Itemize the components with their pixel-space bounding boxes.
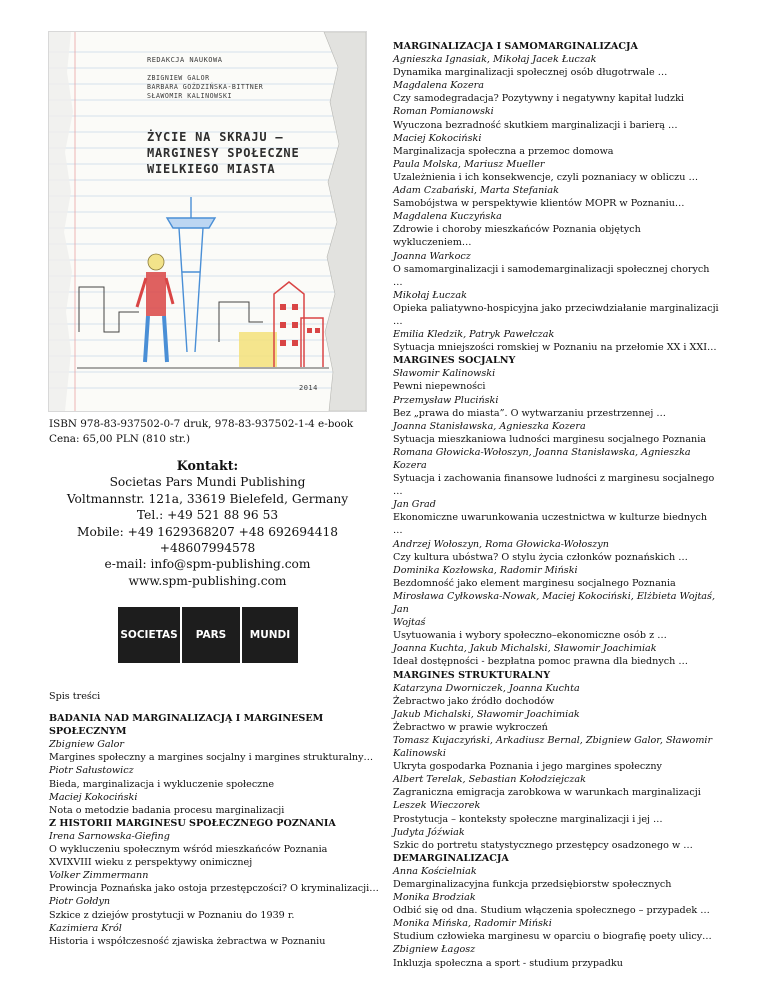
toc-entry: Prostytucja – konteksty społeczne marginalizacji i jej … [393,813,663,825]
isbn: ISBN 978-83-937502-0-7 druk, 978-83-937502-1-4 e-book [49,418,354,430]
logo-word: PARS [182,607,240,663]
toc-entry: Historia i współczesność zjawiska żebractwa w Poznaniu [49,935,326,947]
toc-entry: Bieda, marginalizacja i wykluczenie społeczne [49,778,275,790]
toc-author: Anna Kościelniak [393,865,477,877]
toc-entry: Szkice z dziejów prostytucji w Poznaniu do 1939 r. [49,909,295,921]
toc-entry: Ekonomiczne uwarunkowania uczestnictwa w kulturze biednych [393,512,708,524]
cover-title-line: ŻYCIE NA SKRAJU – [147,130,284,144]
toc-entry: Sytuacja mieszkaniowa ludności marginesu socjalnego Poznania [393,433,707,445]
toc-author: Monika Mińska, Radomir Miński [393,918,552,930]
toc-heading: Spis treści [49,691,101,702]
toc-entry: Usytuowania i wybory społeczno–ekonomiczne osób z … [393,630,667,642]
toc-author: Katarzyna Dworniczek, Joanna Kuchta [393,682,580,694]
toc-author: Piotr Sałustowicz [49,765,134,777]
toc-author: Andrzej Wołoszyn, Roma Głowicka-Wołoszyn [393,538,609,550]
toc-entry: O samomarginalizacji i samodemarginalizacji społecznej chorych [393,263,710,275]
publisher-phone: Tel.: +49 521 88 96 53 [136,508,279,523]
toc-author: Magdalena Kuczyńska [393,211,502,223]
toc-author: Emilia Kledzik, Patryk Pawełczak [393,329,555,341]
toc-author: Mikołaj Łuczak [393,289,467,301]
toc-entry: Sytuacja i zachowania finansowe ludności z marginesu socjalnego [393,473,715,485]
publisher-name: Societas Pars Mundi Publishing [109,475,306,490]
toc-author: Maciej Kokociński [393,132,482,144]
toc-entry: Nota o metodzie badania procesu marginalizacji [49,804,285,816]
toc-author: Kazimiera Król [49,922,122,934]
toc-entry: Czy kultura ubóstwa? O stylu życia członków poznańskich … [393,551,688,563]
cover-title-line: WIELKIEGO MIASTA [147,162,276,176]
toc-entry: Bezdomność jako element marginesu socjalnego Poznania [393,577,676,589]
toc-entry: Żebractwo w prawie wykroczeń [393,721,548,733]
toc-author: Kalinowski [393,748,446,760]
toc-entry: … [393,525,403,537]
price: Cena: 65,00 PLN (810 str.) [49,433,191,445]
toc-author: Piotr Gołdyn [49,896,111,908]
logo-word: MUNDI [242,607,298,663]
contact-heading: Kontakt: [176,458,239,473]
toc-author: Irena Sarnowska-Giefing [49,830,170,842]
toc-entry: Pewni niepewności [393,381,486,393]
cover-author: BARBARA GOŹDZIŃSKA-BITTNER [147,83,264,91]
cover-author: SŁAWOMIR KALINOWSKI [147,92,232,100]
toc-entry: Demarginalizacyjna funkcja przedsiębiorstw społecznych [393,879,672,890]
toc-right-column [393,40,738,970]
toc-entry: Margines społeczny a margines socjalny i margines strukturalny… [49,752,374,764]
toc-author: Dominika Kozłowska, Radomir Miński [393,564,578,576]
toc-author: Mirosława Cyłkowska-Nowak, Maciej Kokociński, Elżbieta Wojtaś, [393,590,716,602]
toc-section: DEMARGINALIZACJA [393,852,509,864]
cover-title-line: MARGINESY SPOŁECZNE [147,146,300,160]
toc-author: Joanna Kuchta, Jakub Michalski, Sławomir Joachimiak [393,643,657,655]
toc-entry: Żebractwo jako źródło dochodów [393,695,555,707]
cover-year: 2014 [299,384,318,392]
toc-author: Volker Zimmermann [49,870,149,882]
toc-entry: Czy samodegradacja? Pozytywny i negatywny kapitał ludzki [393,93,684,105]
logo-word: SOCIETAS [118,607,180,663]
toc-author: Agnieszka Ignasiak, Mikołaj Jacek Łuczak [393,54,597,66]
toc-author: Przemysław Pluciński [393,394,499,406]
toc-left-column [49,690,379,948]
toc-entry: Prowincja Poznańska jako ostoja przestępczości? O kryminalizacji… [49,883,379,895]
toc-author: Sławomir Kalinowski [393,368,496,380]
toc-entry: Dynamika marginalizacji społecznej osób długotrwale … [393,67,668,79]
toc-author: Albert Terelak, Sebastian Kołodziejczak [393,774,586,786]
publisher-email[interactable]: e-mail: info@spm-publishing.com [104,557,311,572]
toc-entry: Opieka paliatywno-hospicyjna jako przeciwdziałanie marginalizacji [393,302,719,314]
toc-author: Joanna Stanisławska, Agnieszka Kozera [393,420,586,432]
toc-author: Joanna Warkocz [393,250,471,262]
toc-entry: … [393,315,403,327]
toc-author: Roman Pomianowski [393,106,494,118]
toc-author: Zbigniew Galor [49,739,125,751]
publisher-address: Voltmannstr. 121a, 33619 Bielefeld, Germany [66,491,349,506]
toc-author: Tomasz Kujaczyński, Arkadiusz Bernal, Zbigniew Galor, Sławomir [393,734,713,746]
publisher-website[interactable]: www.spm-publishing.com [128,573,287,588]
toc-entry: Bez „prawa do miasta”. O wytwarzaniu przestrzennej … [393,407,666,419]
toc-section: MARGINALIZACJA I SAMOMARGINALIZACJA [393,41,638,52]
toc-entry: Studium człowieka marginesu w oparciu o biografię poety ulicy… [393,931,712,943]
cover-editors-label: REDAKCJA NAUKOWA [147,56,223,64]
contact-block [49,458,366,589]
toc-author: Kozera [393,460,427,471]
toc-author: Romana Głowicka-Wołoszyn, Joanna Stanisławska, Agnieszka [393,446,691,458]
toc-section: BADANIA NAD MARGINALIZACJĄ I MARGINESEM SPOŁECZNYM [49,713,324,738]
isbn-block [49,417,353,447]
toc-entry: Marginalizacja społeczna a przemoc domowa [393,145,614,157]
toc-entry: Szkic do portretu statystycznego przestępcy osadzonego w … [393,839,693,851]
publisher-mobile-2: +48607994578 [159,541,256,556]
toc-section: MARGINES STRUKTURALNY [393,669,551,681]
toc-entry: … [393,486,403,498]
toc-section: Z HISTORII MARGINESU SPOŁECZNEGO POZNANIA [49,817,336,829]
toc-entry: Zagraniczna emigracja zarobkowa w warunkach marginalizacji [393,787,701,799]
toc-author: Paula Molska, Mariusz Mueller [393,158,545,170]
toc-entry: Odbić się od dna. Studium włączenia społecznego – przypadek … [393,905,710,917]
toc-author: Jan Grad [393,499,436,511]
toc-entry: Ukryta gospodarka Poznania i jego margines społeczny [393,761,662,773]
book-cover [49,32,366,411]
toc-author: Jan [393,604,409,616]
toc-author: Judyta Jóźwiak [393,826,465,838]
toc-author: Wojtaś [393,617,426,629]
toc-entry: Inkluzja społeczna a sport - studium przypadku [393,957,623,969]
toc-entry: Samobójstwa w perspektywie klientów MOPR w Poznaniu… [393,198,685,210]
toc-author: Maciej Kokociński [49,791,138,803]
publisher-mobile: Mobile: +49 1629368207 +48 692694418 [77,524,338,539]
toc-author: Monika Brodziak [393,892,476,904]
toc-entry: Ideał dostępności - bezpłatna pomoc prawna dla biednych … [393,656,688,668]
toc-entry: Uzależnienia i ich konsekwencje, czyli poznaniacy w obliczu … [393,171,699,183]
toc-entry: XVIXVIII wieku z perspektywy onimicznej [49,857,253,869]
toc-author: Adam Czabański, Marta Stefaniak [393,185,559,197]
toc-author: Jakub Michalski, Sławomir Joachimiak [393,708,580,720]
toc-section: MARGINES SOCJALNY [393,355,516,367]
toc-entry: Zdrowie i choroby mieszkańców Poznania objętych [393,224,641,236]
toc-author: Zbigniew Łagosz [393,944,476,956]
toc-entry: … [393,276,403,288]
toc-entry: O wykluczeniu społecznym wśród mieszkańców Poznania [49,844,328,856]
cover-author: ZBIGNIEW GALOR [147,74,210,82]
toc-entry: Sytuacja mniejszości romskiej w Poznaniu na przełomie XX i XXI… [393,342,717,354]
toc-author: Magdalena Kozera [393,80,484,92]
toc-entry: Wyuczona bezradność skutkiem marginalizacji i barierą … [393,119,678,131]
toc-author: Leszek Wieczorek [393,800,481,812]
toc-entry: wykluczeniem… [393,237,472,249]
